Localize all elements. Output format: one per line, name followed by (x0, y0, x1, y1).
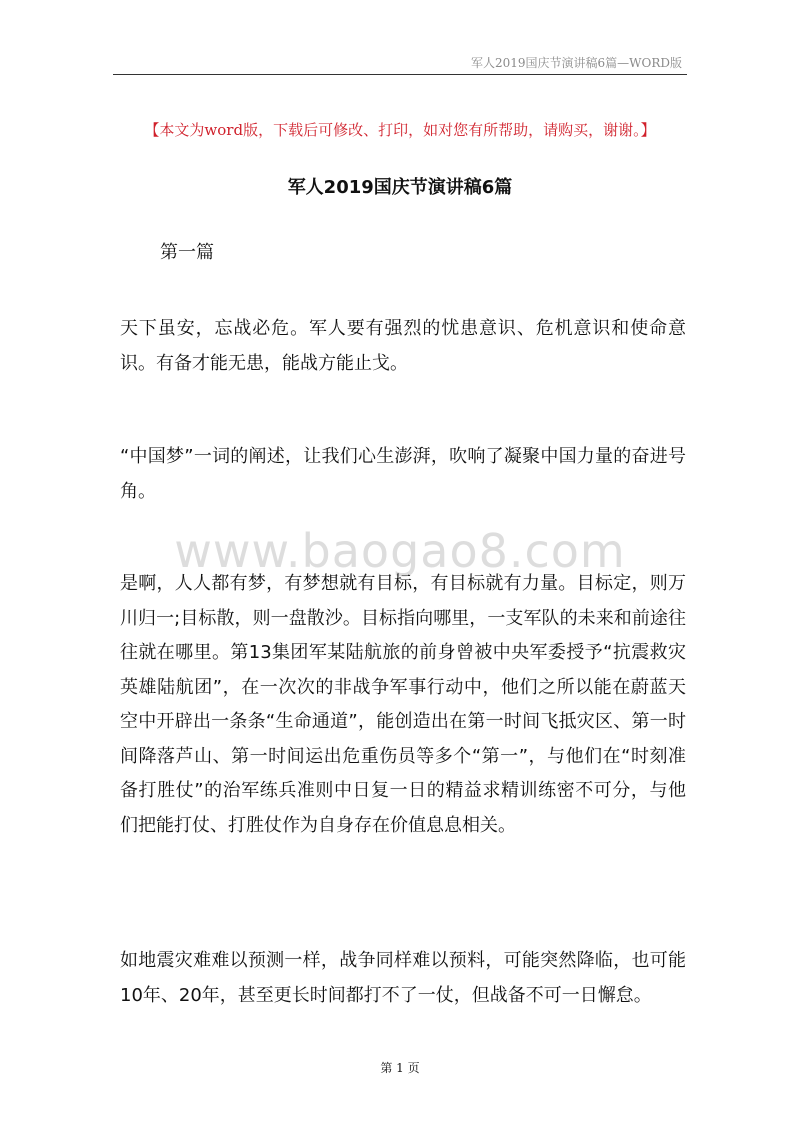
header-divider (113, 74, 687, 75)
paragraph-1: 天下虽安，忘战必危。军人要有强烈的忧患意识、危机意识和使命意识。有备才能无患，能战方能止戈。 (120, 318, 686, 374)
paragraph-4: 如地震灾难难以预测一样，战争同样难以预料，可能突然降临，也可能10年、20年，甚至更长时间都打不了一仗，但战备不可一日懈怠。 (120, 950, 686, 1006)
page-number: 第 1 页 (380, 1061, 420, 1075)
purchase-notice: 【本文为word版，下载后可修改、打印，如对您有所帮助，请购买，谢谢。】 (144, 121, 656, 139)
document-title: 军人2019国庆节演讲稿6篇 (287, 177, 513, 198)
running-header: 军人2019国庆节演讲稿6篇—WORD版 (470, 56, 682, 70)
section-heading: 第一篇 (160, 242, 214, 263)
paragraph-3: 是啊，人人都有梦，有梦想就有目标，有目标就有力量。目标定，则万川归一;目标散，则一盘散沙。目标指向哪里，一支军队的未来和前途往往就在哪里。第13集团军某陆航旅的前身曾被中央军委授予“抗震救灾英雄陆航团”，在一次次的非战争军事行动中，他们之所以能在蔚蓝天空中开辟出一条条“生命通道”，能创造出在第一时间飞抵灾区、第一时间降落芦山、第一时间运出危重伤员等多个“第一”，与他们在“时刻准备打胜仗”的治军练兵准则中日复一日的精益求精训练密不可分，与他们把能打仗、打胜仗作为自身存在价值息息相关。 (120, 573, 686, 836)
paragraph-2: “中国梦”一词的阐述，让我们心生澎湃，吹响了凝聚中国力量的奋进号角。 (120, 446, 686, 502)
watermark: www.baogao8.com (174, 524, 626, 578)
